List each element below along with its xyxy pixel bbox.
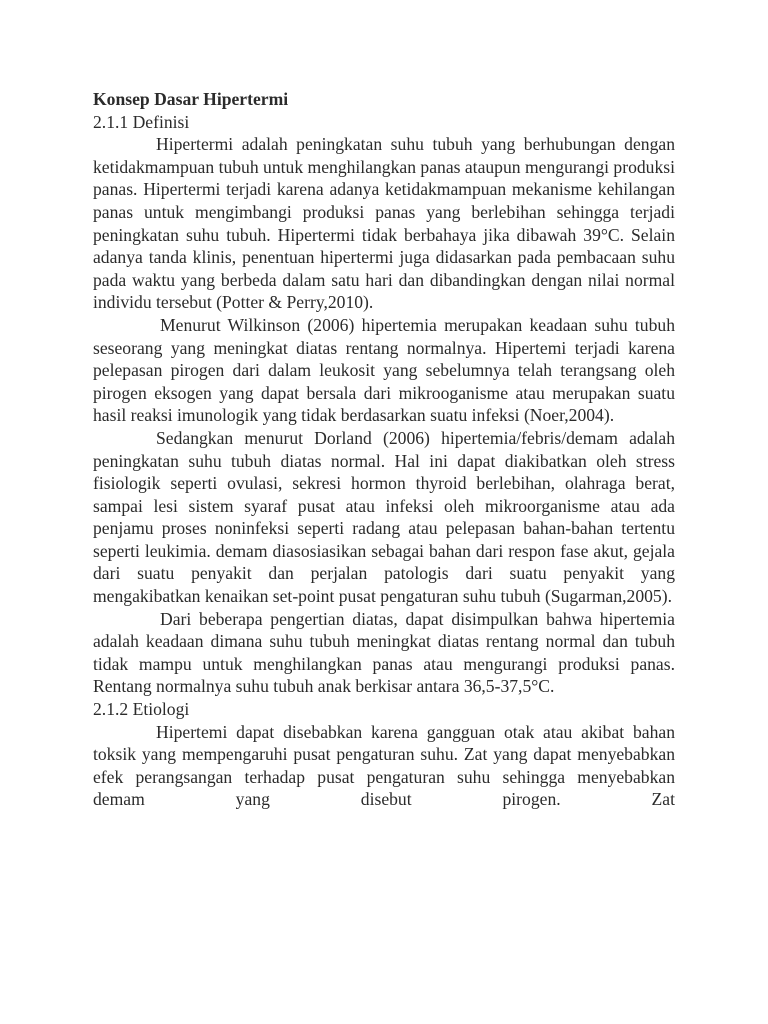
paragraph-definisi-4: Dari beberapa pengertian diatas, dapat disimpulkan bahwa hipertemia adalah keadaan dimana suhu tubuh meningkat diatas rentang normal dan tubuh tidak mampu untuk menghilangkan panas atau mengurangi produksi panas. Rentang normalnya suhu tubuh anak berkisar antara 36,5-37,5°C. <box>93 608 675 697</box>
section-heading-definisi: 2.1.1 Definisi <box>93 111 190 132</box>
document-page <box>93 88 675 811</box>
document-title: Konsep Dasar Hipertermi <box>93 89 289 109</box>
paragraph-definisi-3: Sedangkan menurut Dorland (2006) hipertemia/febris/demam adalah peningkatan suhu tubuh diatas normal. Hal ini dapat diakibatkan oleh stress fisiologik seperti ovulasi, sekresi hormon thyroid berlebihan, olahraga berat, sampai lesi sistem syaraf pusat atau infeksi oleh mikroorganisme atau ada penjamu proses noninfeksi seperti radang atau pelepasan bahan-bahan tertentu seperti leukimia. demam diasosiasikan sebagai bahan dari respon fase akut, gejala dari suatu penyakit dan perjalan patologis dari suatu penyakit yang mengakibatkan kenaikan set-point pusat pengaturan suhu tubuh (Sugarman,2005). <box>93 427 675 607</box>
section-heading-etiologi: 2.1.2 Etiologi <box>93 699 190 720</box>
paragraph-definisi-1: Hipertermi adalah peningkatan suhu tubuh yang berhubungan dengan ketidakmampuan tubuh untuk menghilangkan panas ataupun mengurangi produksi panas. Hipertermi terjadi karena adanya ketidakmampuan mekanisme kehilangan panas untuk mengimbangi produksi panas yang berlebihan sehingga terjadi peningkatan suhu tubuh. Hipertermi tidak berbahaya jika dibawah 39°C. Selain adanya tanda klinis, penentuan hipertermi juga didasarkan pada pembacaan suhu pada waktu yang berbeda dalam satu hari dan dibandingkan dengan nilai normal individu tersebut (Potter & Perry,2010). <box>93 134 675 313</box>
paragraph-definisi-2: Menurut Wilkinson (2006) hipertemia merupakan keadaan suhu tubuh seseorang yang meningkat diatas rentang normalnya. Hipertemi terjadi karena pelepasan pirogen dari dalam leukosit yang sebelumnya telah terangsang oleh pirogen eksogen yang dapat bersala dari mikrooganisme atau merupakan suatu hasil reaksi imunologik yang tidak berdasarkan suatu infeksi (Noer,2004). <box>93 314 675 426</box>
paragraph-etiologi-1: Hipertemi dapat disebabkan karena gangguan otak atau akibat bahan toksik yang mempengaruhi pusat pengaturan suhu. Zat yang dapat menyebabkan efek perangsangan terhadap pusat pengaturan suhu sehingga menyebabkan demam yang disebut pirogen. Zat <box>93 721 675 810</box>
